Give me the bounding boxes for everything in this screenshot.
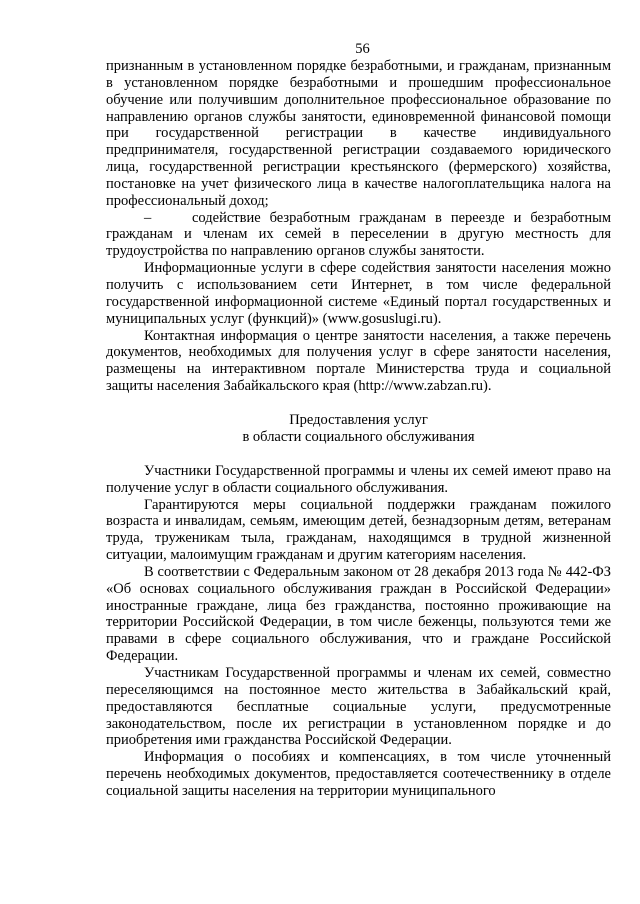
bullet-text: содействие безработным гражданам в переезде и безработным гражданам и членам их семей в переселении в другую местность для трудоустройства по направлению органов службы занятости. [106,209,611,260]
page-number: 56 [355,41,370,57]
document-page [106,40,611,800]
paragraph-social-support: Гарантируются меры социальной поддержки гражданам пожилого возраста и инвалидам, семьям, имеющим детей, безнадзорным детям, ветеранам труда, труженикам тыла, гражданам, находящимся в трудной жизненной ситуации, малоимущим гражданам и другим категориям населения. [106,496,611,564]
paragraph-continued: признанным в установленном порядке безработными, и гражданам, признанным в установленном порядке безработными и прошедшим профессиональное обучение или получившим дополнительное профессиональное образование по направлению органов службы занятости, единовременной финансовой помощи при государственной регистрации в качестве индивидуального предпринимателя, государственной регистрации создаваемого юридического лица, государственной регистрации крестьянского (фермерского) хозяйства, постановке на учет физического лица в качестве налогоплательщика налога на профессиональный доход; [106,58,611,209]
paragraph-benefits-info: Информация о пособиях и компенсациях, в том числе уточненный перечень необходимых документов, предоставляется соотечественнику в отделе социальной защиты населения на территории муниципального [106,749,611,799]
paragraph-federal-law: В соответствии с Федеральным законом от 28 декабря 2013 года № 442-ФЗ «Об основах социального обслуживания граждан в Российской Федерации» иностранные граждане, лица без гражданства, постоянно проживающие на территории Российской Федерации, в том числе беженцы, пользуются теми же правами в сфере социального обслуживания, что и граждане Российской Федерации. [106,563,611,665]
paragraph-free-services: Участникам Государственной программы и членам их семей, совместно переселяющимся на постоянное место жительства в Забайкальский край, предоставляются бесплатные социальные услуги, предусмотренные законодательством, после их регистрации в установленном порядке и до приобретения ими гражданства Российской Федерации. [106,665,611,749]
bullet-item [106,210,611,261]
section-heading [106,412,611,446]
paragraph-info-services: Информационные услуги в сфере содействия занятости населения можно получить с использованием сети Интернет, в том числе федеральной государственной информационной системе «Единый портал государственных и муниципальных услуг (функций)» (www.gosuslugi.ru). [106,260,611,327]
bullet-dash: – [144,209,152,226]
paragraph-contact-info: Контактная информация о центре занятости населения, а также перечень документов, необходимых для получения услуг в сфере занятости населения, размещены на интерактивном портале Министерства труда и социальной защиты населения Забайкальского края (http://www.zabzan.ru). [106,327,611,395]
section-heading-line-1: Предоставления услуг [289,411,428,428]
section-heading-line-2: в области социального обслуживания [242,428,475,445]
paragraph-participants: Участники Государственной программы и члены их семей имеют право на получение услуг в области социального обслуживания. [106,462,611,496]
